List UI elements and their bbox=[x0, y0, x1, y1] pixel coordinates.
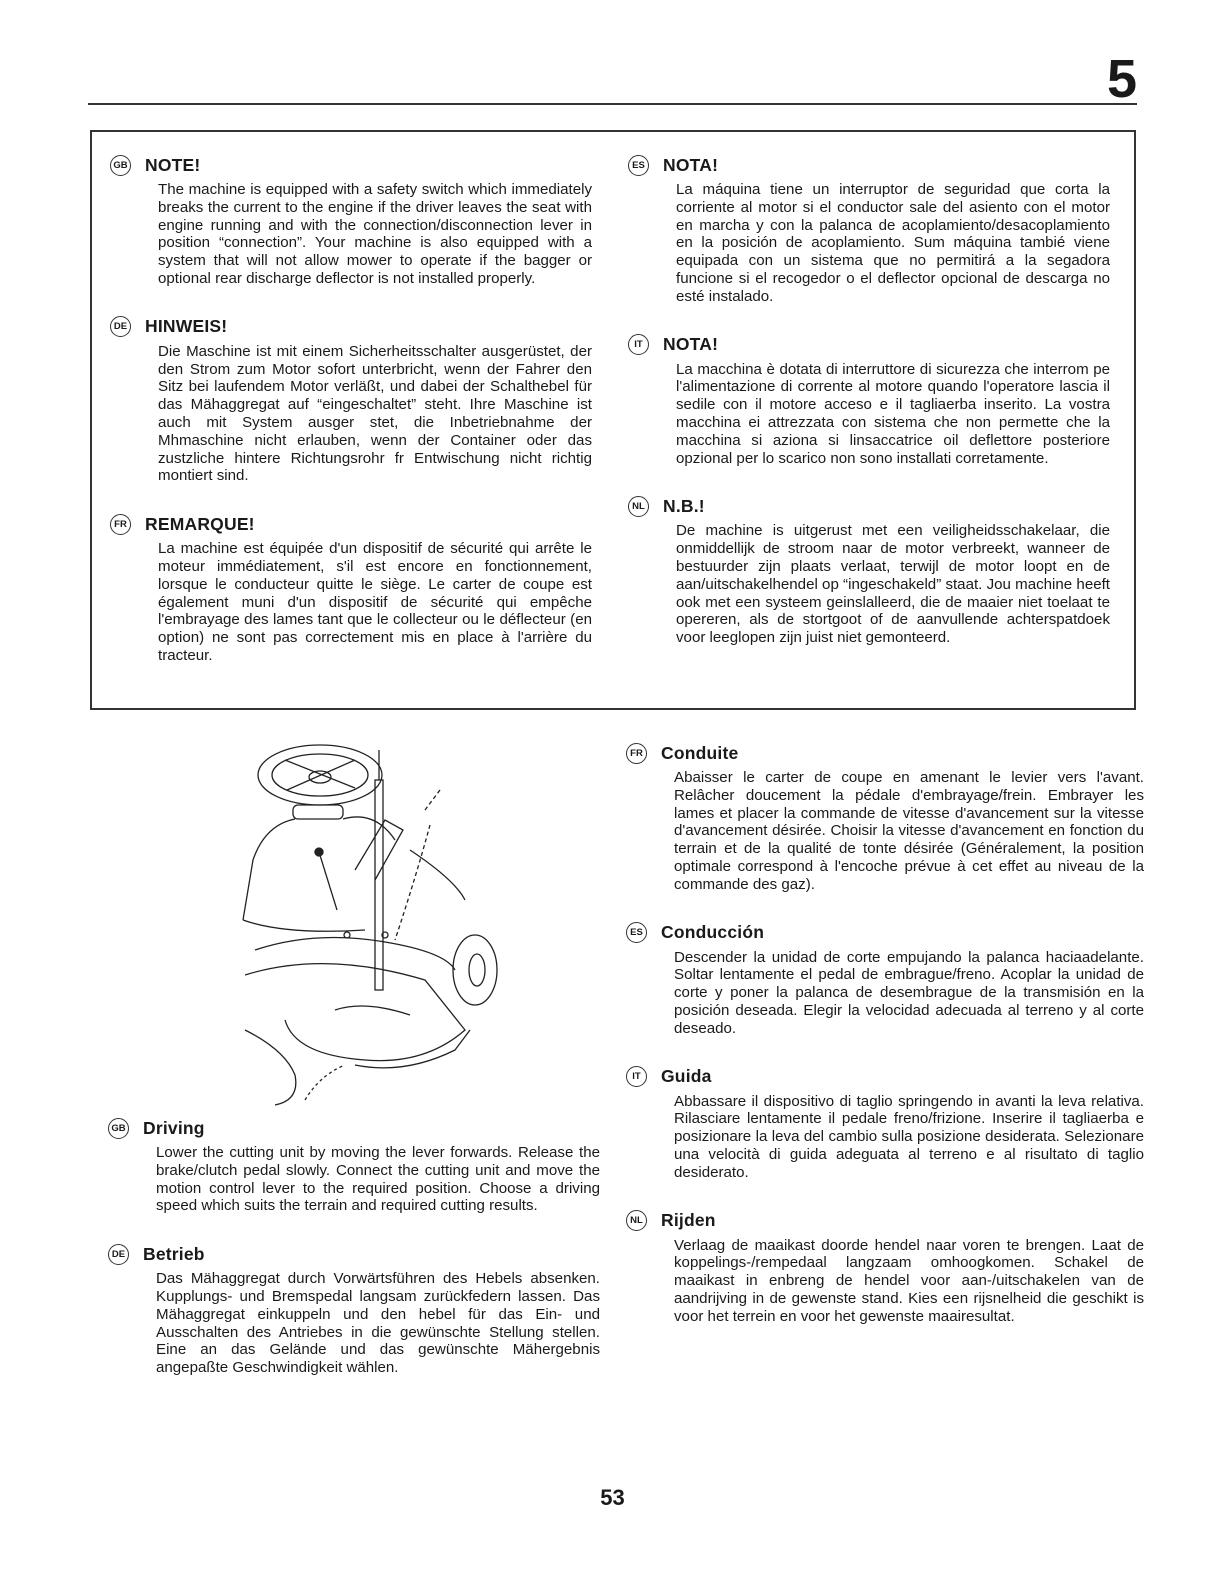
section-title: Driving bbox=[143, 1117, 205, 1138]
section-text: Descender la unidad de corte empujando la palanca haciaadelante. Soltar lentamente el pedal de embrague/freno. Acoplar la unidad de corte y poner la palanca de desembrague de la transmisión en la posición deseada. Elegir la velocidad adecuada al terreno y al corte deseado. bbox=[674, 948, 1144, 1037]
note-nl bbox=[628, 493, 1110, 647]
lang-badge-icon: DE bbox=[108, 1244, 129, 1265]
note-title: NOTE! bbox=[145, 154, 201, 175]
section-text: Abaisser le carter de coupe en amenant le levier vers l'avant. Relâcher doucement la pédale d'embrayage/frein. Embrayer les lames et placer la commande de vitesse d'avancement sur la vitesse d'avancement désirée. Choisir la vitesse d'avancement en fonction du terrain et de la qualité de tonte désirée (Généralement, la position optimale correspond à l'encoche prévue à cet effet au niveau de la commande des gaz). bbox=[674, 769, 1144, 893]
note-title: NOTA! bbox=[663, 334, 719, 355]
note-it bbox=[628, 332, 1110, 468]
driving-es bbox=[626, 920, 1144, 1038]
notes-left-column bbox=[110, 152, 592, 691]
safety-notes-box bbox=[90, 130, 1136, 710]
driving-nl bbox=[626, 1208, 1144, 1326]
driving-gb bbox=[108, 1115, 600, 1215]
driving-it bbox=[626, 1064, 1144, 1182]
note-text: La máquina tiene un interruptor de seguridad que corta la corriente al motor si el conductor sale del asiento con el motor en marcha y con la palanca de acoplamiento/desacoplamiento en la posición de acoplamiento. Sum máquina tambié viene equipada con un sistema que no permitirá a la segadora funcione si el recogedor o el deflector opcional de descarga no esté instalado. bbox=[676, 181, 1110, 305]
note-title: NOTA! bbox=[663, 154, 719, 175]
note-text: De machine is uitgerust met een veiligheidsschakelaar, die onmiddellijk de stroom naar de motor verbreekt, wanneer de bestuurder zijn plaats verlaat, terwijl de motor loopt en de aan/uitschakelhendel op “ingeschakeld” staat. Jou machine heeft ook met een systeem geinslalleerd, die de maaier niet toelaat te opereren, als de stortgoot of de aanvullende achterspatdoek voor leeglopen zijn juist niet gemonteerd. bbox=[676, 522, 1110, 647]
section-text: Verlaag de maaikast doorde hendel naar voren te brengen. Laat de koppelings-/rempedaal langzaam omhoogkomen. Schakel de maaikast in enbreng de hendel voor aan-/uitschakelen van de aandrijving in de gewenste stand. Kies een rijsnelheid die geschikt is voor het terrein en voor het gewenste maairesultat. bbox=[674, 1236, 1144, 1325]
notes-right-column bbox=[628, 152, 1110, 673]
driving-de bbox=[108, 1241, 600, 1377]
note-text: Die Maschine ist mit einem Sicherheitsschalter ausgerüstet, der den Strom zum Motor sofort unterbricht, wenn der Fahrer den Sitz bei laufendem Motor verläßt, und dabei der Schalthebel für das Mähaggregat auf “eingeschaltet” steht. Ihre Maschine ist auch mit System ausger stet, die Inbetriebnahme der Mhmaschine nicht erlauben, wenn der Container oder das zustzliche hintere Richtungsrohr fr Entwischung nicht richtig montiert sind. bbox=[158, 342, 592, 485]
section-text: Das Mähaggregat durch Vorwärtsführen des Hebels absenken. Kupplungs- und Bremspedal langsam zurückfedern lassen. Das Mähaggregat einkuppeln und den hebel für das Ein- und Ausschalten des Antriebes in die gewünschte Stellung stellen. Eine an das Gelände und das gewünschte Mähergebnis angepaßte Geschwindigkeit wählen. bbox=[156, 1270, 600, 1377]
note-title: REMARQUE! bbox=[145, 513, 255, 534]
lang-badge-icon: IT bbox=[628, 334, 649, 355]
driving-left-column bbox=[108, 1115, 600, 1403]
note-text: La machine est équipée d'un dispositif de sécurité qui arrête le moteur immédiatement, s'il est encore en fonctionnement, lorsque le conducteur quitte le siège. Le carter de coupe est également muni d'un dispositif de sécurité qui empêche l'embrayage des lames tant que le collecteur ou le déflecteur (en option) ne sont pas correctement mis en place à l'arrière du tracteur. bbox=[158, 540, 592, 664]
header-rule bbox=[88, 103, 1137, 105]
lang-badge-icon: ES bbox=[628, 155, 649, 176]
note-fr bbox=[110, 511, 592, 665]
lang-badge-icon: GB bbox=[108, 1118, 129, 1139]
page-number: 53 bbox=[600, 1485, 625, 1510]
lang-badge-icon: IT bbox=[626, 1066, 647, 1087]
section-title: Conducción bbox=[661, 922, 765, 943]
lang-badge-icon: GB bbox=[110, 155, 131, 176]
section-title: Guida bbox=[661, 1066, 712, 1087]
note-de bbox=[110, 314, 592, 485]
section-title: Rijden bbox=[661, 1210, 716, 1231]
lang-badge-icon: DE bbox=[110, 316, 131, 337]
section-text: Abbassare il dispositivo di taglio springendo in avanti la leva relativa. Rilasciare lentamente il pedale freno/frizione. Inserire il tagliaerba e posizionare la leva del cambio sulla posizione desiderata. Selezionare una velocità di guida adeguata al terreno e al risultato di taglio desiderato. bbox=[674, 1092, 1144, 1181]
lang-badge-icon: ES bbox=[626, 922, 647, 943]
note-es bbox=[628, 152, 1110, 306]
note-text: The machine is equipped with a safety switch which immediately breaks the current to the engine if the driver leaves the seat with engine running and with the connection/disconnection lever in position “connection”. Your machine is also equipped with a system that will not allow mower to operate if the bagger or optional rear discharge deflector is not installed properly. bbox=[158, 181, 592, 287]
lang-badge-icon: NL bbox=[628, 496, 649, 517]
note-title: HINWEIS! bbox=[145, 316, 228, 337]
lang-badge-icon: NL bbox=[626, 1210, 647, 1231]
lang-badge-icon: FR bbox=[110, 514, 131, 535]
section-title: Betrieb bbox=[143, 1243, 205, 1264]
driving-right-column bbox=[626, 740, 1144, 1352]
note-gb bbox=[110, 152, 592, 288]
section-text: Lower the cutting unit by moving the lever forwards. Release the brake/clutch pedal slowly. Connect the cutting unit and move the motion control lever to the required position. Choose a driving speed which suits the terrain and required cutting results. bbox=[156, 1144, 600, 1215]
tractor-lever-illustration bbox=[225, 730, 515, 1120]
section-title: Conduite bbox=[661, 742, 739, 763]
note-text: La macchina è dotata di interruttore di sicurezza che interrom pe l'alimentazione di corrente al motore quando l'operatore lascia il sedile con il motore acceso e il tagliaerba inserito. La vostra macchina ei attrezzata con sistema che non permette che la macchina si aziona si linsaccatrice oil deflettore posteriore opzional per lo scarico non sono installati corretamente. bbox=[676, 360, 1110, 467]
driving-fr bbox=[626, 740, 1144, 894]
note-title: N.B.! bbox=[663, 495, 705, 516]
lang-badge-icon: FR bbox=[626, 743, 647, 764]
chapter-number: 5 bbox=[1106, 49, 1137, 109]
